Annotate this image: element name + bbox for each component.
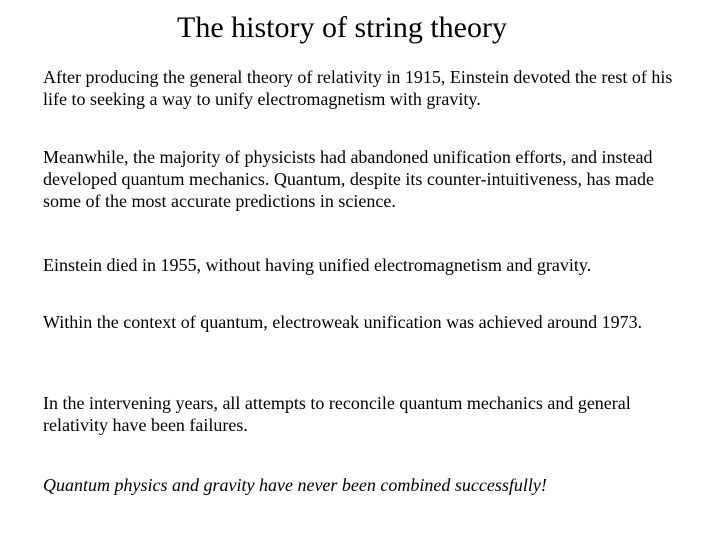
slide-title: The history of string theory bbox=[177, 11, 507, 44]
paragraph-reconcile-failures: In the intervening years, all attempts to reconcile quantum mechanics and general relativity have been failures. bbox=[43, 393, 631, 435]
paragraph-einstein-relativity: After producing the general theory of relativity in 1915, Einstein devoted the rest of his life to seeking a way to unify electromagnetism with gravity. bbox=[43, 67, 673, 109]
conclusion-text: Quantum physics and gravity have never been combined successfully! bbox=[43, 475, 547, 495]
paragraph-quantum-mechanics: Meanwhile, the majority of physicists had abandoned unification efforts, and instead developed quantum mechanics. Quantum, despite its counter-intuitiveness, has made some of the most accurate predictions in science. bbox=[43, 147, 654, 211]
paragraph-electroweak: Within the context of quantum, electroweak unification was achieved around 1973. bbox=[43, 312, 643, 332]
paragraph-einstein-death: Einstein died in 1955, without having unified electromagnetism and gravity. bbox=[43, 255, 592, 275]
